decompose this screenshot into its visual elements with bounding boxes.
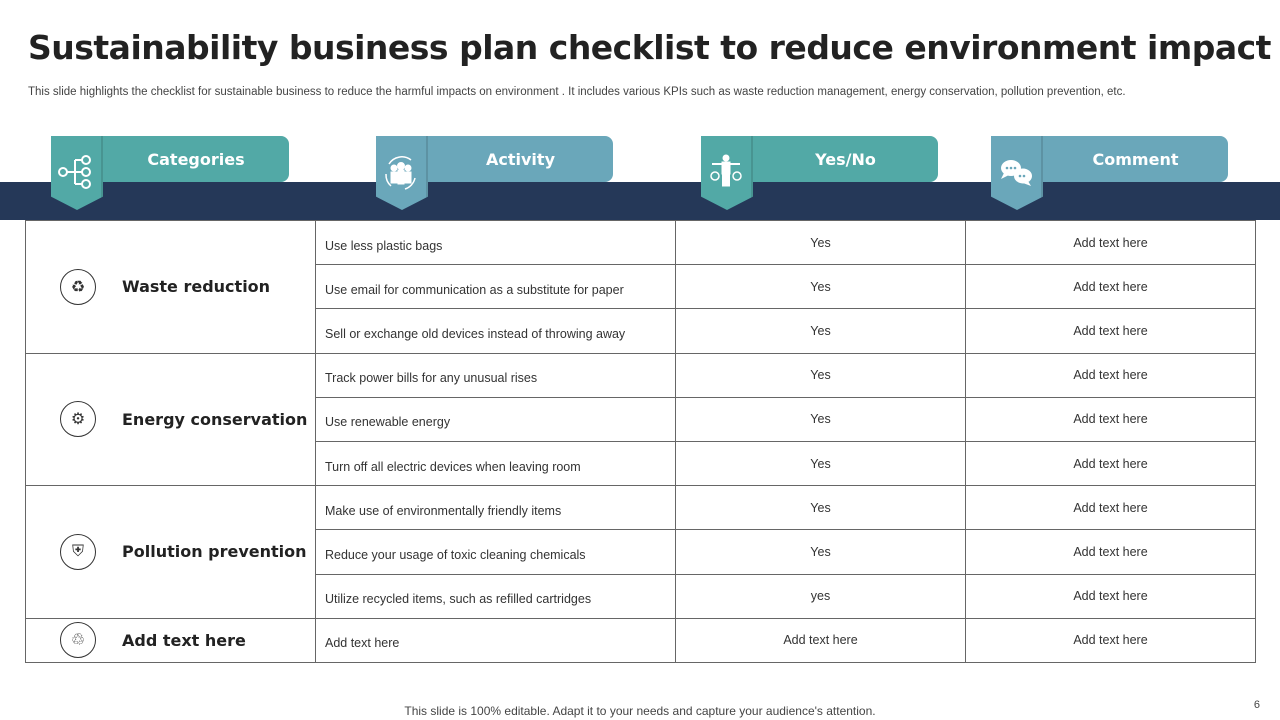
yes-no-cell: Yes [676,486,966,530]
activity-cell: Sell or exchange old devices instead of throwing away [316,309,676,353]
yes-no-cell: Yes [676,309,966,353]
yes-no-cell: Yes [676,265,966,309]
yes-no-cell: Add text here [676,618,966,662]
chat-bubbles-icon [991,136,1043,210]
header-bar [0,182,1280,220]
footer-note: This slide is 100% editable. Adapt it to your needs and capture your audience's attention. [404,704,876,718]
category-name: Waste reduction [122,277,271,297]
comment-cell: Add text here [966,353,1256,397]
category-cell [26,353,316,486]
yes-no-cell: Yes [676,530,966,574]
activity-cell: Make use of environmentally friendly items [316,486,676,530]
category-cell [26,618,316,662]
comment-cell: Add text here [966,486,1256,530]
header-label: Activity [486,149,555,169]
header-label: Comment [1092,149,1179,169]
category-cell [26,221,316,354]
activity-cell: Turn off all electric devices when leaving room [316,441,676,485]
yes-no-cell: Yes [676,353,966,397]
category-name: Energy conservation [122,409,308,429]
table-row [26,353,1256,397]
person-scale-icon [701,136,753,210]
chat-recycle-icon: ♲ [60,622,96,658]
comment-cell: Add text here [966,265,1256,309]
activity-cell: Reduce your usage of toxic cleaning chemicals [316,530,676,574]
yes-no-cell: yes [676,574,966,618]
category-name: Pollution prevention [122,542,307,562]
yes-no-cell: Yes [676,221,966,265]
comment-cell: Add text here [966,530,1256,574]
page-number: 6 [1253,699,1260,711]
category-name: Add text here [122,630,246,650]
checklist-table [25,220,1256,663]
comment-cell: Add text here [966,221,1256,265]
slide-title: Sustainability business plan checklist to reduce environment impact [28,28,1271,67]
hand-gear-icon: ⚙ [60,401,96,437]
category-cell [26,486,316,619]
table-row [26,486,1256,530]
comment-cell: Add text here [966,397,1256,441]
comment-cell: Add text here [966,441,1256,485]
comment-cell: Add text here [966,618,1256,662]
slide-subtitle: This slide highlights the checklist for sustainable business to reduce the harmful impacts on environment . It includes various KPIs such as waste reduction management, energy conservation, pollution prevention, etc. [28,86,1126,98]
yes-no-cell: Yes [676,397,966,441]
activity-cell: Use renewable energy [316,397,676,441]
shield-recycle-icon: ⛨ [60,534,96,570]
header-label: Categories [147,149,245,169]
hierarchy-icon [51,136,103,210]
recycle-tag-icon: ♻ [60,269,96,305]
activity-cell: Utilize recycled items, such as refilled cartridges [316,574,676,618]
yes-no-cell: Yes [676,441,966,485]
table-row [26,618,1256,662]
activity-cell: Track power bills for any unusual rises [316,353,676,397]
team-cycle-icon [376,136,428,210]
activity-cell: Use email for communication as a substitute for paper [316,265,676,309]
comment-cell: Add text here [966,309,1256,353]
comment-cell: Add text here [966,574,1256,618]
activity-cell: Add text here [316,618,676,662]
activity-cell: Use less plastic bags [316,221,676,265]
table-row [26,221,1256,265]
header-label: Yes/No [815,149,876,169]
